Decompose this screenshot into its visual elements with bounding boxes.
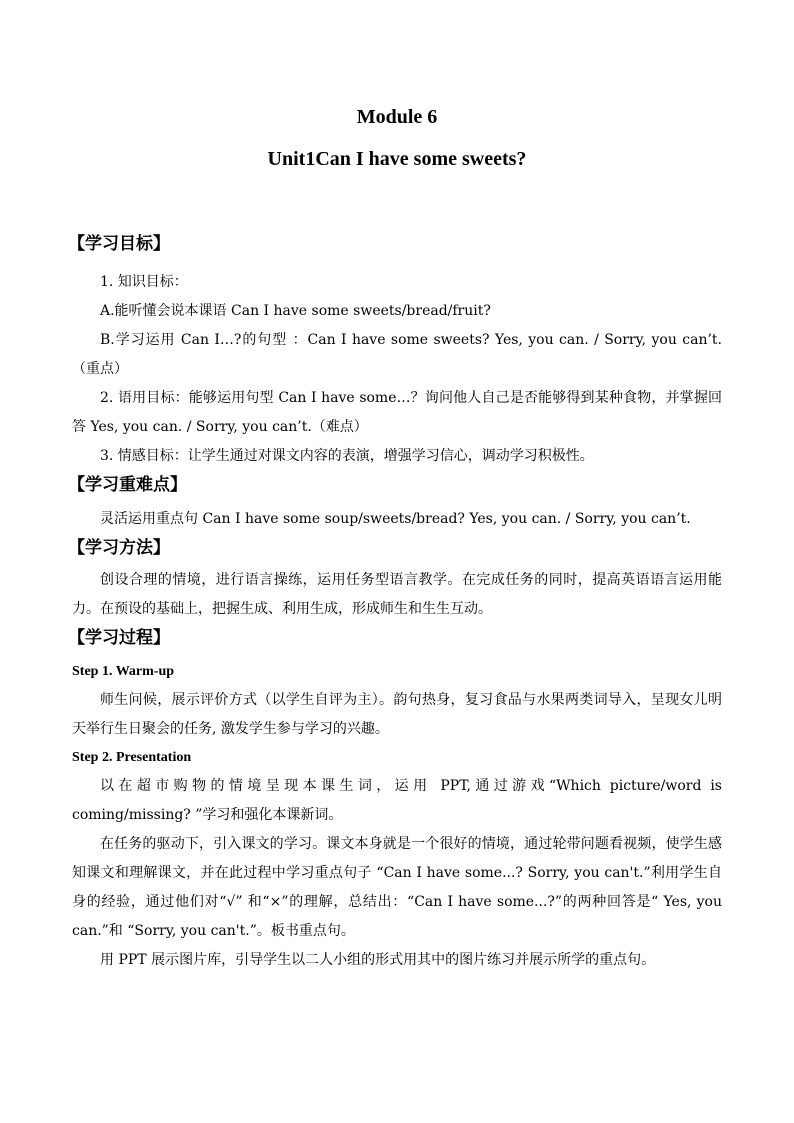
objective-pragmatic: 2. 语用目标：能够运用句型 Can I have some…？询问他人自己是否能够得到某种食物，并掌握回答 Yes, you can. / Sorry, you can’t.（难点） — [72, 390, 722, 435]
document-body — [68, 230, 722, 975]
step2-text-3: 用 PPT 展示图片库，引导学生以二人小组的形式用其中的图片练习并展示所学的重点句。 — [100, 952, 656, 968]
step2-text-1: 以在超市购物的情境呈现本课生词，运用 PPT,通过游戏“Which picture/word is coming/missing? ”学习和强化本课新词。 — [72, 778, 722, 823]
step2-title: Step 2. Presentation — [72, 750, 192, 765]
module-title: Module 6 — [356, 106, 438, 128]
heading-keypoints: 【学习重难点】 — [68, 475, 187, 495]
objective-knowledge: 1. 知识目标： — [100, 274, 188, 290]
step2-text-2: 在任务的驱动下，引入课文的学习。课文本身就是一个很好的情境，通过轮带问题看视频，使学生感知课文和理解课文，并在此过程中学习重点句子 “Can I have some...? Sorry, you can't.”利用学生自身的经验，通过他们对“√” 和“×”的理解，总结出：“Can I have some...?”的两种回答是“ Yes, you can.”和 “Sorry, you can't.”。板书重点句。 — [72, 836, 722, 939]
step1-text: 师生问候，展示评价方式（以学生自评为主）。韵句热身，复习食品与水果两类词导入，呈现女儿明天举行生日聚会的任务, 激发学生参与学习的兴趣。 — [72, 692, 722, 737]
method-text: 创设合理的情境，进行语言操练，运用任务型语言教学。在完成任务的同时，提高英语语言运用能力。在预设的基础上，把握生成、利用生成，形成师生和生生互动。 — [72, 572, 722, 617]
objective-emotion: 3. 情感目标：让学生通过对课文内容的表演，增强学习信心，调动学习积极性。 — [100, 448, 594, 464]
objective-b: B.学习运用 Can I…?的句型 ：Can I have some sweets? Yes, you can. / Sorry, you can’t.（重点） — [72, 332, 722, 377]
step1-title: Step 1. Warm-up — [72, 664, 175, 679]
objective-a: A.能听懂会说本课语 Can I have some sweets/bread/fruit? — [100, 303, 491, 319]
heading-method: 【学习方法】 — [68, 538, 170, 558]
heading-process: 【学习过程】 — [68, 628, 170, 648]
keypoints-text: 灵活运用重点句 Can I have some soup/sweets/bread? Yes, you can. / Sorry, you can’t. — [100, 511, 691, 527]
unit-title: Unit1Can I have some sweets? — [267, 148, 527, 170]
heading-objectives: 【学习目标】 — [68, 234, 170, 254]
